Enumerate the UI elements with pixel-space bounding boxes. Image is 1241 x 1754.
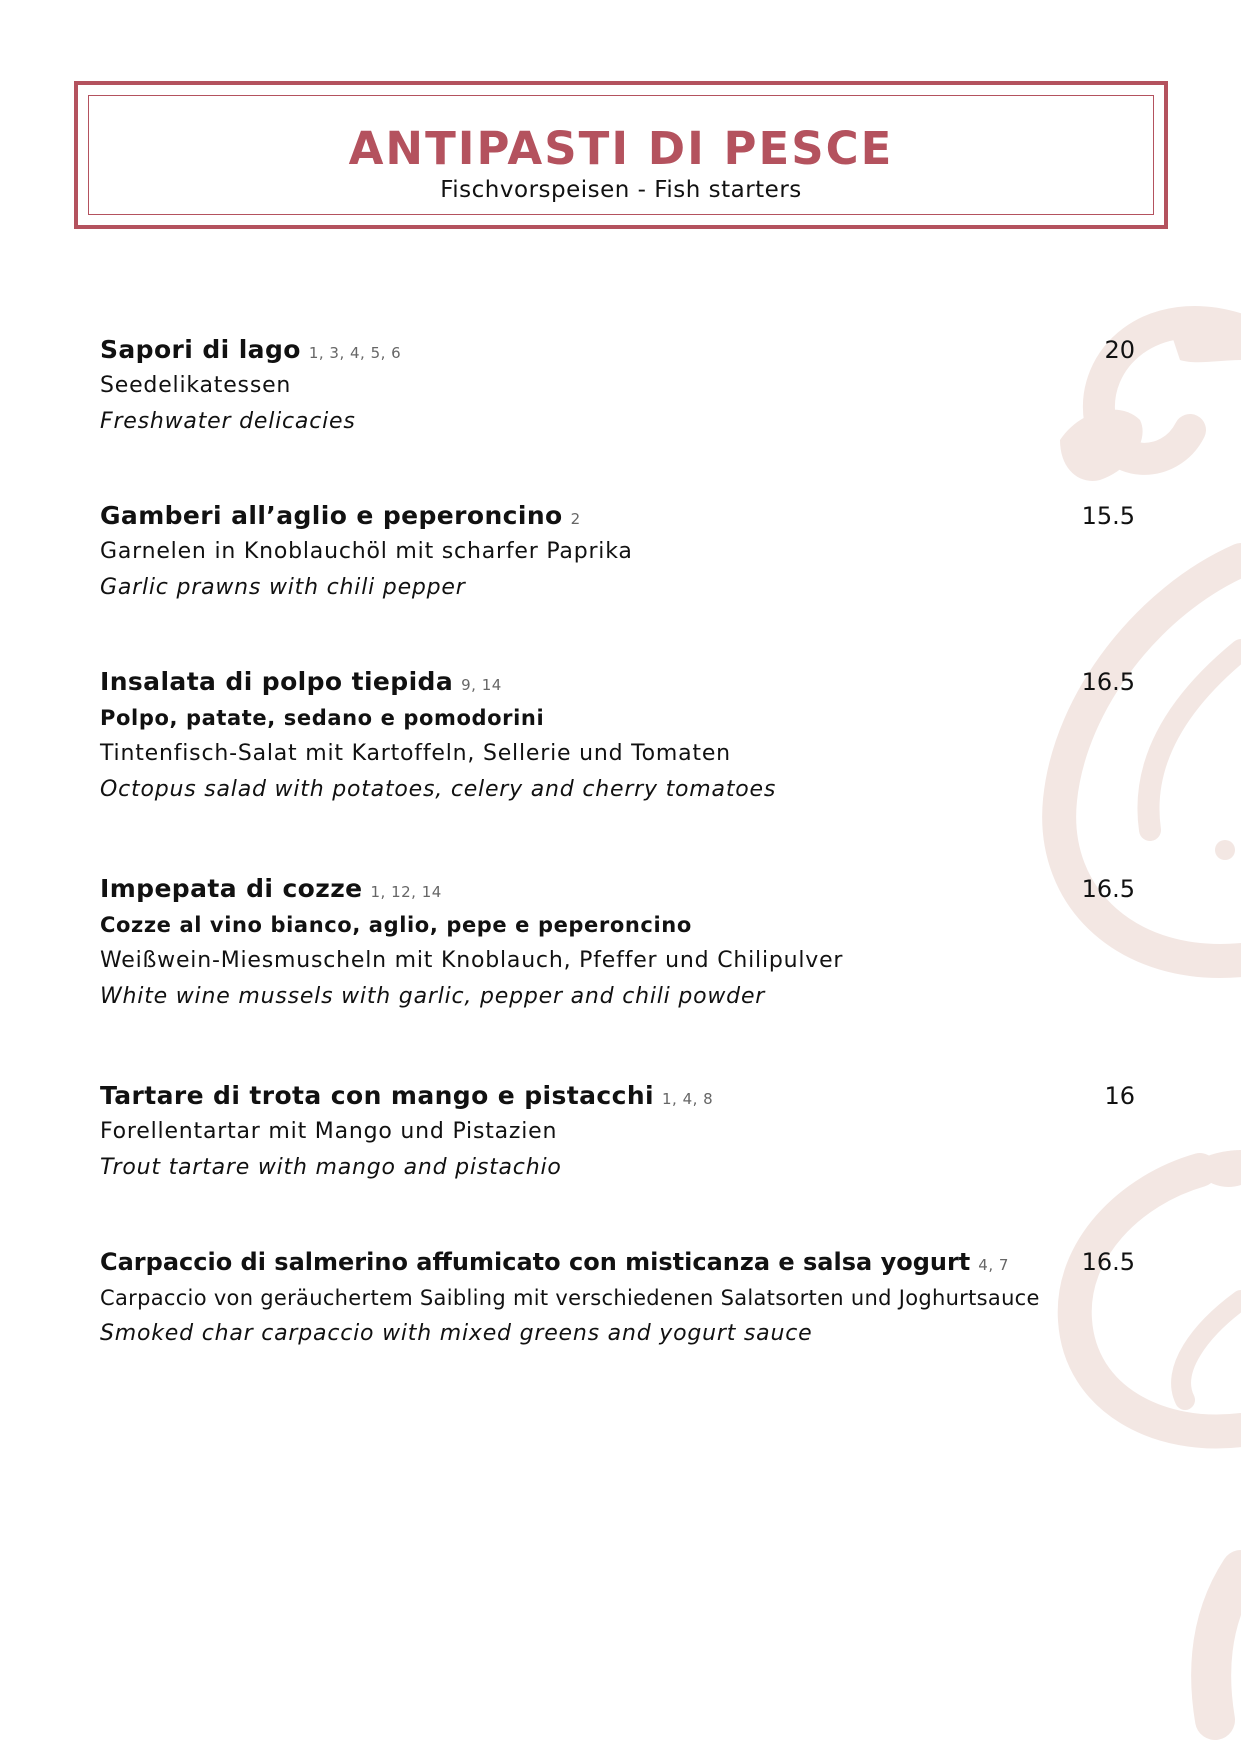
menu-item (100, 1244, 1135, 1352)
allergen-codes: 2 (570, 510, 581, 528)
dish-english: White wine mussels with garlic, pepper and chili powder (100, 984, 766, 1009)
dish-title-line (100, 498, 1135, 534)
dish-title-line (100, 1244, 1135, 1280)
header-frame (74, 81, 1168, 229)
dish-title-line (100, 332, 1135, 368)
dish-german: Weißwein-Miesmuscheln mit Knoblauch, Pfeffer und Chilipulver (100, 948, 844, 973)
dish-name: Impepata di cozze (100, 874, 363, 903)
dish-name: Sapori di lago (100, 335, 301, 364)
dish-price: 15.5 (1081, 502, 1135, 530)
dish-italian: Polpo, patate, sedano e pomodorini (100, 706, 545, 730)
dish-english: Freshwater delicacies (100, 409, 356, 434)
menu-item (100, 871, 1135, 1015)
dish-name: Gamberi all’aglio e peperoncino (100, 501, 563, 530)
dish-price: 16 (1104, 1082, 1135, 1110)
dish-german: Forellentartar mit Mango und Pistazien (100, 1119, 558, 1144)
dish-price: 16.5 (1081, 1248, 1135, 1276)
dish-english: Octopus salad with potatoes, celery and cherry tomatoes (100, 777, 777, 802)
dish-name: Insalata di polpo tiepida (100, 667, 454, 696)
dish-price: 20 (1104, 336, 1135, 364)
menu-item (100, 664, 1135, 808)
dish-title-line (100, 1078, 1135, 1114)
allergen-codes: 1, 3, 4, 5, 6 (308, 344, 402, 362)
dish-price: 16.5 (1081, 875, 1135, 903)
menu-item (100, 332, 1135, 440)
dish-german: Carpaccio von geräuchertem Saibling mit verschiedenen Salatsorten und Joghurtsauce (100, 1286, 1040, 1310)
menu-item (100, 1078, 1135, 1186)
page-subtitle: Fischvorspeisen - Fish starters (440, 177, 802, 203)
dish-price: 16.5 (1081, 668, 1135, 696)
allergen-codes: 9, 14 (461, 676, 502, 694)
dish-name: Carpaccio di salmerino affumicato con misticanza e salsa yogurt (100, 1248, 971, 1276)
menu-item (100, 498, 1135, 606)
dish-german: Garnelen in Knoblauchöl mit scharfer Paprika (100, 539, 633, 564)
header-inner-frame (88, 95, 1154, 215)
dish-german: Tintenfisch-Salat mit Kartoffeln, Sellerie und Tomaten (100, 741, 731, 766)
dish-title-line (100, 664, 1135, 700)
dish-english: Garlic prawns with chili pepper (100, 575, 466, 600)
allergen-codes: 1, 12, 14 (370, 883, 442, 901)
dish-english: Trout tartare with mango and pistachio (100, 1155, 562, 1180)
dish-german: Seedelikatessen (100, 373, 292, 398)
dish-english: Smoked char carpaccio with mixed greens and yogurt sauce (100, 1321, 813, 1346)
dish-italian: Cozze al vino bianco, aglio, pepe e peperoncino (100, 913, 692, 937)
dish-name: Tartare di trota con mango e pistacchi (100, 1081, 655, 1110)
allergen-codes: 4, 7 (978, 1256, 1009, 1274)
page-title: ANTIPASTI DI PESCE (348, 122, 894, 175)
allergen-codes: 1, 4, 8 (662, 1090, 714, 1108)
dish-title-line (100, 871, 1135, 907)
